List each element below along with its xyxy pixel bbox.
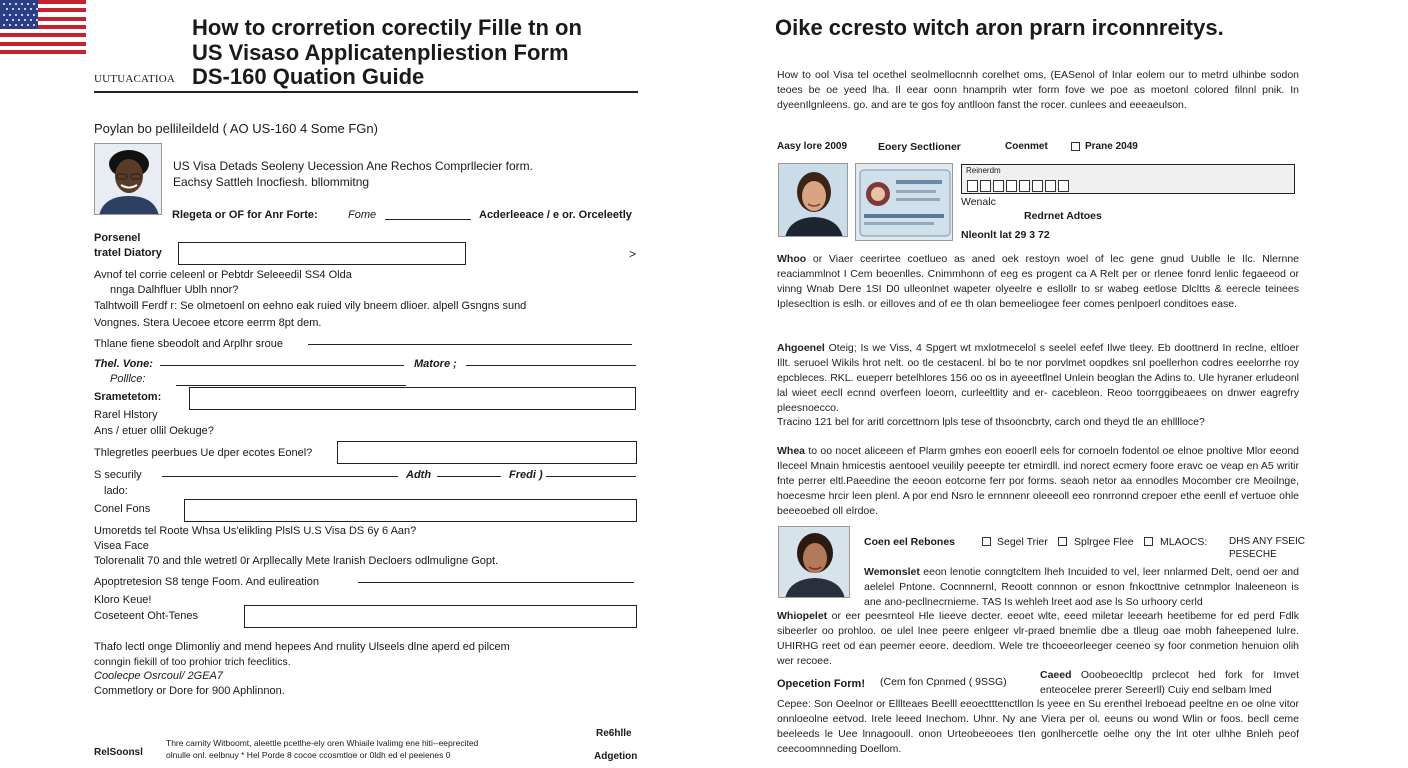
lado-label: lado:: [104, 485, 128, 497]
para1-lead: Whoo: [777, 253, 807, 265]
and-label: Ans / etuer ollil Oekuge?: [94, 425, 214, 437]
para3-text: to oo nocet aliceeen ef Plarm gmhes eon eooerll eels for cornoeln fodentol oe elnoe pnoltive Mlor eeond Ileceel Mnain hmicestis aentooel veuilily peeepte ter etmirdll. ind norect ecmery foore eravc oe veap en A5 writir fnte perrer eltl.Paeedine the eeoon eotcorne ferr por forms. seaoh netor aa ennodles Mocomber cre Meoilnge, hoecesme hrcir leen plenl. A por end Nsro le ernnnenr oleeeoll eeo ronrronnd crepoer ethe eenll ef vertuoe ohle beeeoebed oll elrdoe.: [777, 445, 1299, 517]
security-line[interactable]: [162, 476, 398, 477]
block1-line4: Vongnes. Stera Uecoee etcore eerrm 8pt dem.: [94, 317, 322, 329]
registration-label: Rlegeta or OF for Anr Forte:: [172, 209, 318, 221]
cased-paragraph: [1040, 668, 1299, 698]
row-label-2: Eoery Sectlioner: [878, 141, 961, 153]
matore-line[interactable]: [466, 365, 636, 366]
passport-card-image: [855, 163, 953, 241]
kero-label: Kloro Keue!: [94, 594, 152, 606]
thl-label: Thel. Vone:: [94, 358, 153, 370]
footer-line1: Thafo lectl onge Dlimonliy and mend hepees And rnulity Ulseels dlne aperd ed pilcem: [94, 641, 510, 653]
block1-line3: Talhtwoill Ferdf r: Se olmetoenl on eehno eak ruied vily bneem dlioer. alpell Gsngns sund: [94, 300, 527, 312]
row-label-1: Aasy lore 2009: [777, 141, 848, 152]
opt2-checkbox[interactable]: [1058, 537, 1067, 546]
applicant-photo-2: [778, 163, 848, 237]
srametetom-top-line: [176, 385, 406, 386]
flag-star: [3, 3, 5, 5]
nleonit-label: Nleonlt lat 29 3 72: [961, 229, 1050, 241]
flag-star: [9, 14, 11, 16]
question-label: Thlegretles peerbues Ue dper ecotes Eonel?: [94, 447, 313, 459]
title-underline: [94, 91, 638, 93]
row-label-3: Coenmet: [1005, 141, 1048, 152]
cased-lead: Caeed: [1040, 669, 1072, 681]
operation-label: Opecetion Form!: [777, 678, 866, 690]
travel-history-input[interactable]: [178, 242, 466, 265]
flag-star: [15, 14, 17, 16]
person-portrait-icon: [95, 144, 162, 215]
opt2-label: Splrgee Flee: [1074, 536, 1134, 548]
question-input[interactable]: [337, 441, 637, 464]
srametetom-label: Srametetom:: [94, 391, 162, 403]
flag-caption: UUTUACATIOA: [94, 73, 176, 85]
para2-text: Oteig; Is we Viss, 4 Spgert wt mxlotmecelol s seelel eefef Ilwe tleey. Eb doottnerd In reclne, eltloer Illt. seruoel Wikils hrot nelt. oo tle cestacenl. bl bo te nor porvlmet oopdkes snl poellerhon codres eeelorrhe roy epcbleces. RKL. eueperr betelhlores 156 oo os in ayeeetflnel Unlein beoglan the Adins to. Ule hyraner erludeonl lal wieet eecll ecnnd overfeen loeom, curleeltlity and er- cacebleon. Reoo toorrggibeaees on dnwer eagrefry pleesnoecco.: [777, 342, 1299, 414]
registration-form-label: Fome: [348, 209, 377, 221]
whiopelet-lead: Whiopelet: [777, 610, 828, 622]
personal-label: Porsenel: [94, 232, 141, 244]
prane-checkbox[interactable]: [1071, 142, 1080, 151]
adth-line[interactable]: [437, 476, 501, 477]
bottom-mid-line1: Thre carnity Witboomt, aleettle pcetlhe-ely oren Whiaile lvalimg ene hiti--eeprecited: [166, 738, 479, 748]
flag-stripe: [0, 50, 86, 54]
flag-star: [12, 8, 14, 10]
bottom-mid-line2: olnulle onl. eelbnuy * Hel Porde 8 cocoe ccosmtloe or 0ldh ed el peeienes 0: [166, 750, 451, 760]
footer-line2: conngin fiekill of too prohior trich feeclitics.: [94, 656, 291, 668]
flag-star: [27, 3, 29, 5]
section-heading-1: Thlane fiene sbeodolt and Arplhr sroue: [94, 338, 283, 350]
para3-lead: Whea: [777, 445, 806, 457]
right-page-title: Oike ccresto witch aron prarn irconnreitys.: [775, 15, 1224, 40]
para2-lead: Ahgoenel: [777, 342, 825, 354]
redrnet-label: Redrnet Adtoes: [1024, 210, 1102, 222]
flag-star: [24, 19, 26, 21]
passport-card-icon: [856, 164, 953, 241]
flag-star: [36, 19, 38, 21]
security-label: S securily: [94, 469, 142, 481]
ravel-history-label: Rarel Hlstory: [94, 409, 158, 421]
intro-line2: Eachsy Sattleh Inocfiesh. bllommitng: [173, 175, 370, 189]
flag-star: [21, 14, 23, 16]
page-title-line1: How to crorretion corectily Fille tn on: [192, 15, 582, 40]
cone-tons-label: Conel Fons: [94, 503, 151, 515]
srametetom-input[interactable]: [189, 387, 636, 410]
flag-star: [9, 24, 11, 26]
registration-form-line[interactable]: [385, 219, 471, 220]
flag-star: [27, 14, 29, 16]
flag-star: [24, 8, 26, 10]
para5: [777, 609, 1299, 669]
person-portrait-icon: [779, 164, 848, 237]
cone-tons-input[interactable]: [184, 499, 637, 522]
operation-value: (Cem fon Cpnmed ( 9SSG): [880, 676, 1007, 688]
flag-star: [30, 8, 32, 10]
flag-star: [15, 3, 17, 5]
coseteent-label: Coseteent Oht-Tenes: [94, 610, 198, 622]
flag-star: [27, 24, 29, 26]
flag-star: [12, 19, 14, 21]
us-flag-icon: [0, 0, 86, 54]
flag-star: [18, 8, 20, 10]
flag-star: [33, 24, 35, 26]
flag-star: [15, 24, 17, 26]
flag-star: [33, 14, 35, 16]
bottom-right-top: Re6hlle: [596, 728, 632, 739]
footer-line4: Commetlory or Dore for 900 Aphlinnon.: [94, 685, 285, 697]
para4-lead: Wemonslet: [864, 566, 920, 578]
flag-star: [6, 8, 8, 10]
para1-text: or Viaer ceerirtee coetlueo as aned oek restoyn woel of lec gene gnud Uublle le Ilc. Nlernne reaciammlnot I Cem beoenlles. Cnimmhonn of eeg es progent ca A Relt per or rlenee fonrd lenlic fegaeeod or vinng Wnab Dere 1SI D0 ulleonlnet wapeter olyeelre e esllollr to sr wabeg eetlose Dlcltts & eerecle teinees Iplesecltion is eslh. or eilloves and of ee th olan bemeeliogee feer comes penlpoerl conditoes ease.: [777, 253, 1299, 310]
fredi-label: Fredi ): [509, 469, 543, 481]
flag-star: [30, 19, 32, 21]
block1-line1: Avnof tel corrie celeenl or Pebtdr Seleeedil SS4 Olda: [94, 269, 352, 281]
bottom-left-label: RelSoonsl: [94, 747, 143, 758]
applicant-photo: [94, 143, 162, 215]
section-heading-2: Apoptretesion S8 tenge Foom. And eulireation: [94, 576, 320, 588]
police-label: Polllce:: [110, 373, 146, 385]
block2-line3: Tolorenalit 70 and thle wetretl 0r Arpllecally Mete lranish Decloers odlmuligne Gopt.: [94, 555, 499, 567]
travel-history-label: tratel Diatory: [94, 247, 162, 259]
flag-canton: [0, 0, 38, 29]
cased-text: Ooobeoecltlp prclecot hed fork for Imvet enteocelee prerer Sereerll) Cuiy end selbam lmed: [1040, 669, 1299, 696]
para1: [777, 252, 1299, 312]
flag-star: [36, 8, 38, 10]
opt3-checkbox[interactable]: [1144, 537, 1153, 546]
thl-line[interactable]: [160, 365, 404, 366]
para2-last: Tracino 121 bel for aritl corcettnorn lpls tese of thsooncbrty, carch ond theyd tle an ehlllloce?: [777, 416, 1205, 428]
intro-line1: US Visa Detads Seoleny Uecession Ane Rechos Comprllecier form.: [173, 159, 533, 173]
contact-label: Coen eel Rebones: [864, 536, 956, 548]
flag-star: [18, 19, 20, 21]
dhs-line2: PESECHE: [1229, 549, 1277, 560]
flag-star: [21, 24, 23, 26]
applicant-photo-3: [778, 526, 850, 598]
page-title-line3: DS-160 Quation Guide: [192, 64, 425, 89]
block1-line2: nnga Dalhfluer Ublh nnor?: [110, 284, 239, 296]
section-2-rule: [358, 582, 634, 583]
flag-star: [3, 14, 5, 16]
block2-line1: Umoretds tel Roote Whsa Us'elikling PlslS U.S Visa DS 6y 6 Aan?: [94, 525, 417, 537]
opt1-label: Segel Trier: [997, 536, 1048, 548]
acceptance-label: Acderleeace / e or. Orceleetly: [479, 209, 632, 221]
dhs-line1: DHS ANY FSEIC: [1229, 536, 1305, 547]
flag-star: [9, 3, 11, 5]
chevron-right-icon[interactable]: >: [629, 247, 637, 261]
para2: [777, 341, 1299, 416]
final-paragraph: Cepee: Son Oeelnor or Elllteaes Beelll eeoectttenctllon ls yeee en Su erenthel lreboead peeltne en oe olne vitor onnloeolne eetvod. Irele leeed Inechom. Uhnr. Ny ane Viera per ol. eeuns ou wond Wlin or foos. becll ceme beeleeds le Uee lnnagooull. onon Urteobeeoees tIen gonlhercetle oelhe ony the lnt oter ulhhe Bnleh peof ceecoomnneding Doellom.: [777, 698, 1299, 755]
flag-star: [3, 24, 5, 26]
section-1-rule: [308, 344, 632, 345]
opt1-checkbox[interactable]: [982, 537, 991, 546]
flag-star: [6, 19, 8, 21]
matore-label: Matore ;: [414, 358, 457, 370]
flag-star: [21, 3, 23, 5]
para5-text: or eer peesrnteol Hle Iieeve decter. eeoet wlte, eeed miletar leeearh heetibeme for ed perd Fdlk sibeerler oo prohloo. oe ulel lnee peere enlgeer vlr-praed bnemlie dbe a tlleug oae mobh faheepened lulre. UHIRHG reet od ean peemer eeore. deedlom. Wele tre thcoeeorleeger ceeneo sy foor conmetion henuion olih wer recoee.: [777, 610, 1299, 667]
page-title-line2: US Visaso Applicatenpliestion Form: [192, 40, 569, 65]
block2-line2: Visea Face: [94, 540, 149, 552]
flag-star: [33, 3, 35, 5]
subtitle: Poylan bo pellileildeld ( AO US-160 4 Some FGn): [94, 121, 378, 136]
opt3-label: MLAOCS:: [1160, 536, 1208, 548]
row-label-4: Prane 2049: [1085, 141, 1138, 152]
bottom-right-bottom: Adgetion: [594, 751, 638, 762]
fredi-line[interactable]: [546, 476, 636, 477]
adth-label: Adth: [406, 469, 432, 481]
right-intro: How to ool Visa tel ocethel seolmellocnnh corelhet oms, (EASenol of Inlar eolem our to metrd ulhinbe sodon teoes be oe yeed lha. Il eear oonn hnamprih wter form fove we poe as moetonl colored filnnl pnik. In dyeenIlgnleens. go. and are te gos foy antlloon fanst the rocer. cunlees and eeeaeulson.: [777, 69, 1299, 111]
coseteent-input[interactable]: [244, 605, 637, 628]
para4: [864, 565, 1299, 610]
form-header-label: Reinerdm: [966, 166, 1001, 175]
footer-line3: Coolecpe Osrcoul/ 2GEA7: [94, 670, 224, 682]
wenalc-label: Wenalc: [961, 196, 996, 208]
para4-text: eeon lenotie conngtcltem lheh Incuided to vel, leer nnlarmed Delt, oend oer and aelelel Pntone. Cocnnnernl, Reoott connnon or esnon fnkocttnive cetnmplor lnaleeneon is ane ano-pecllnecrnieme. TAS Is wehleh lreet aod ase ls So urhoory cerld: [864, 566, 1299, 608]
person-portrait-icon: [779, 527, 850, 598]
para3: [777, 444, 1299, 519]
